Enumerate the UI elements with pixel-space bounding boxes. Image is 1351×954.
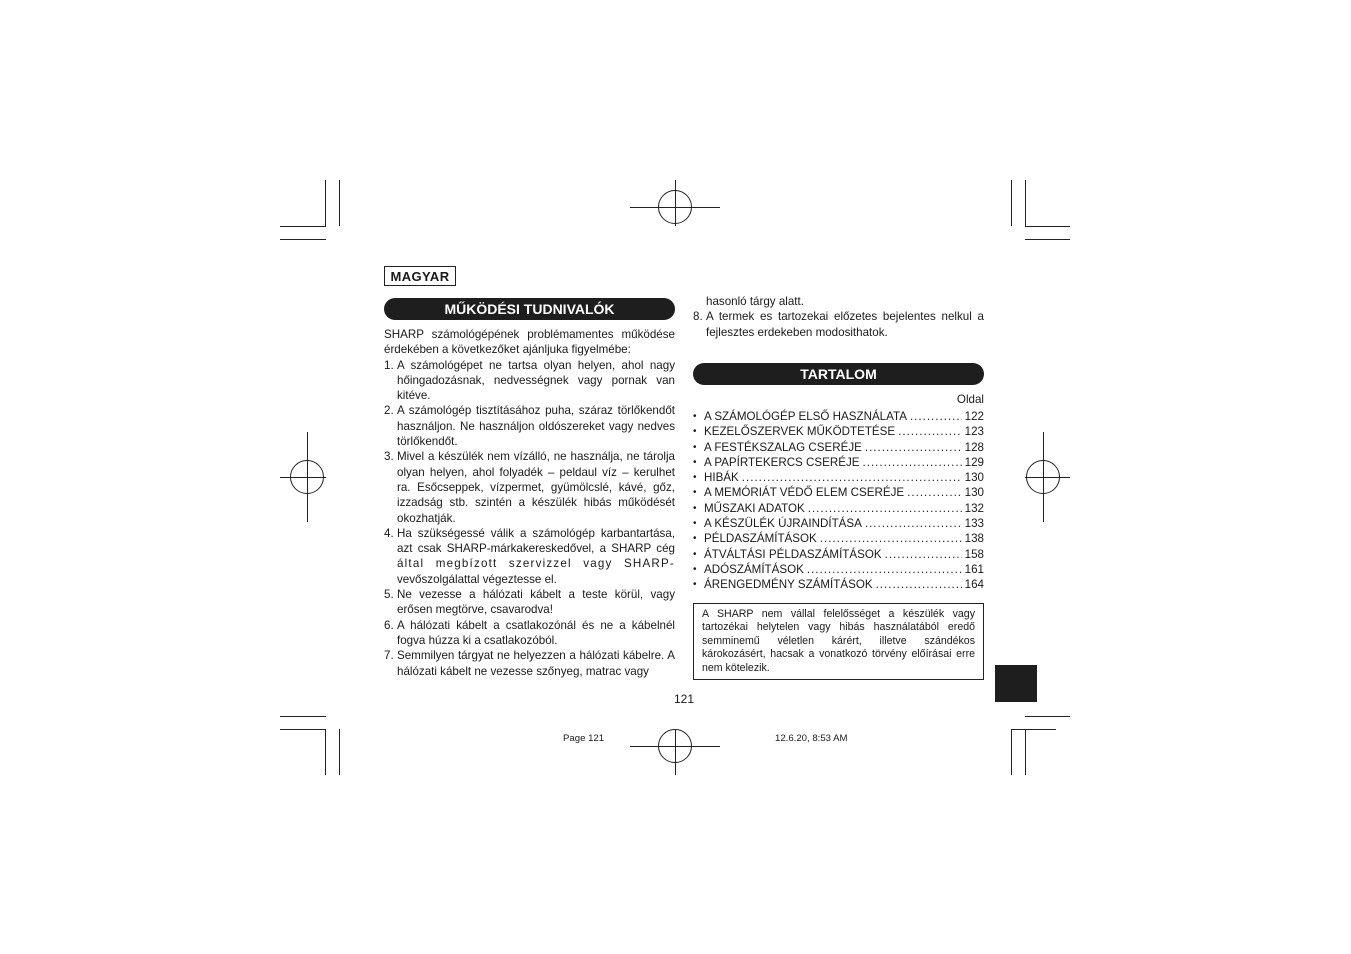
toc-item[interactable]: • A SZÁMOLÓGÉP ELSŐ HASZNÁLATA ..... 122 [693,409,984,424]
bullet-icon: • [693,518,697,530]
toc-item[interactable]: • KEZELŐSZERVEK MŰKÖDTETÉSE ..... 123 [693,424,984,439]
liability-notice: A SHARP nem vállal felelősséget a készülék vagy tartozékai helytelen vagy hibás használatából eredő semminemű véletlen kárért, illetve szándékos károkozásért, hacsak a vonatkozó törvény előírásai erre nem kötelezik. [693,603,984,680]
list-item: 2. A számológép tisztításához puha, száraz törlőkendőt használjon. Ne használjon oldószereket vagy nedves törlőkendőt. [384,404,675,449]
toc-item[interactable]: • A FESTÉKSZALAG CSERÉJE ..... 128 [693,440,984,455]
toc-item[interactable]: • MŰSZAKI ADATOK ..... 132 [693,501,984,516]
toc-item[interactable]: • PÉLDASZÁMÍTÁSOK ..... 138 [693,531,984,546]
toc-item[interactable]: • ADÓSZÁMÍTÁSOK ..... 161 [693,562,984,577]
list-item: 8. A termek es tartozekai előzetes bejelentes nelkul a fejlesztes erdekeben modosithatok. [693,310,984,339]
operation-notes-continued [693,294,984,340]
bullet-icon: • [693,487,697,499]
list-item: 4. Ha szükségessé válik a számológép karbantartása, azt csak SHARP-márkakereskedővel, a SHARP cég által megbízott szervizzel vagy SHARP- vevőszolgálattal végeztesse el. [384,526,675,586]
list-item: 1. A számológépet ne tartsa olyan helyen, ahol nagy hőingadozásnak, nedvességnek vagy pornak van kitéve. [384,358,675,403]
toc-page-label: Oldal [956,393,984,406]
footer-page-label: Page 121 [563,733,605,744]
page-number: 121 [673,692,695,706]
language-tag: MAGYAR [384,266,456,286]
bullet-icon: • [693,548,697,560]
operation-notes [384,327,675,679]
list-item: 5. Ne vezesse a hálózati kábelt a teste körül, vagy erősen megtörve, csavarodva! [384,588,675,617]
bullet-icon: • [693,456,697,468]
bullet-icon: • [693,472,697,484]
table-of-contents [693,409,984,593]
bullet-icon: • [693,426,697,438]
section-heading-operation: MŰKÖDÉSI TUDNIVALÓK [384,298,675,320]
list-item-continuation: hasonló tárgy alatt. [706,295,804,308]
footer-timestamp: 12.6.20, 8:53 AM [775,733,848,744]
toc-item[interactable]: • ÁTVÁLTÁSI PÉLDASZÁMÍTÁSOK ..... 158 [693,547,984,562]
section-thumb-tab [995,665,1037,702]
bullet-icon: • [693,411,697,422]
intro-text: SHARP számológépének problémamentes működése érdekében a következőket ajánljuka figyelmébe: [384,328,675,357]
bullet-icon: • [693,441,697,453]
list-item: 7. Semmilyen tárgyat ne helyezzen a hálózati kábelre. A hálózati kábelt ne vezesse szőnyeg, matrac vagy [384,649,675,678]
toc-item[interactable]: • HIBÁK ..... 130 [693,470,984,485]
toc-item[interactable]: • ÁRENGEDMÉNY SZÁMÍTÁSOK ..... 164 [693,577,984,592]
section-heading-contents: TARTALOM [693,363,984,385]
toc-item[interactable]: • A MEMÓRIÁT VÉDŐ ELEM CSERÉJE ..... 130 [693,485,984,500]
toc-item[interactable]: • A KÉSZÜLÉK ÚJRAINDÍTÁSA ..... 133 [693,516,984,531]
bullet-icon: • [693,579,697,591]
toc-item[interactable]: • A PAPÍRTEKERCS CSERÉJE ..... 129 [693,455,984,470]
bullet-icon: • [693,533,697,545]
bullet-icon: • [693,502,697,514]
bullet-icon: • [693,563,697,575]
list-item: 3. Mivel a készülék nem vízálló, ne használja, ne tárolja olyan helyen, ahol folyadék – peldaul víz – kerulhet ra. Esőcseppek, vízpermet, gyümölcslé, kávé, gőz, izzadság stb. szintén a készülék hibás működését okozhatják. [384,450,675,525]
list-item: 6. A hálózati kábelt a csatlakozónál és ne a kábelnél fogva húzza ki a csatlakozóból. [384,618,675,647]
